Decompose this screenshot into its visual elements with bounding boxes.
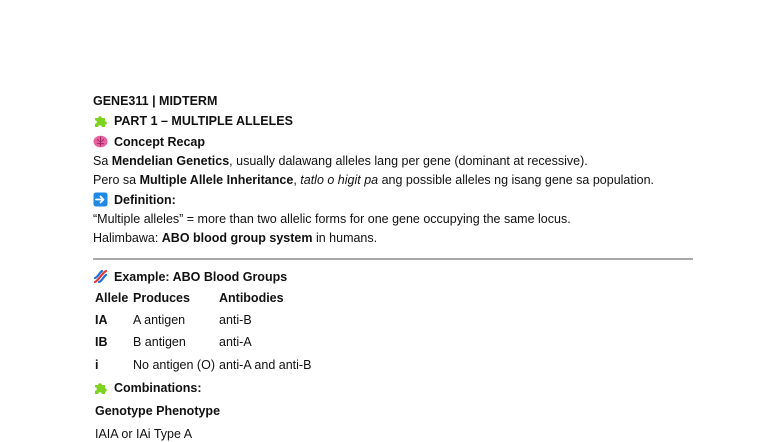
antibodies-cell: anti-B xyxy=(219,313,252,327)
concept-heading-text: Concept Recap xyxy=(114,135,205,149)
produces-cell: A antigen xyxy=(133,313,186,327)
example-line-pre: Halimbawa: xyxy=(93,231,162,245)
green-puzzle-icon xyxy=(93,113,108,128)
col-header-allele: Allele xyxy=(95,291,129,305)
allele-cell: i xyxy=(95,358,99,372)
produces-cell: B antigen xyxy=(133,335,186,349)
part-title-text: PART 1 – MULTIPLE ALLELES xyxy=(114,114,293,128)
genotype-header: Genotype Phenotype xyxy=(95,404,221,418)
part-title xyxy=(93,113,293,129)
multiple-allele-term: Multiple Allele Inheritance xyxy=(139,173,294,187)
example-heading xyxy=(93,269,287,285)
recap-line-2 xyxy=(93,172,654,188)
combinations-heading-text: Combinations: xyxy=(114,381,202,395)
antibodies-cell: anti-A and anti-B xyxy=(219,358,312,372)
definition-heading xyxy=(93,192,176,208)
col-header-produces: Produces xyxy=(133,291,190,305)
col-header-antibodies: Antibodies xyxy=(219,291,284,305)
recap-line-2-pre: Pero sa xyxy=(93,173,140,187)
combinations-heading xyxy=(93,380,202,396)
document-header: GENE311 | MIDTERM xyxy=(93,94,218,108)
dna-icon xyxy=(93,269,108,284)
example-line xyxy=(93,230,377,246)
example-heading-text: Example: ABO Blood Groups xyxy=(114,270,288,284)
recap-line-1-pre: Sa xyxy=(93,154,112,168)
section-divider xyxy=(93,258,693,260)
recap-line-2-post: ang possible alleles ng isang gene sa population. xyxy=(378,173,655,187)
example-line-post: in humans. xyxy=(312,231,378,245)
right-arrow-icon xyxy=(93,192,108,207)
concept-heading xyxy=(93,134,205,150)
allele-cell: IB xyxy=(95,335,108,349)
antibodies-cell: anti-A xyxy=(219,335,252,349)
recap-line-2-mid: , xyxy=(293,173,301,187)
mendelian-genetics-term: Mendelian Genetics xyxy=(111,154,230,168)
abo-system-term: ABO blood group system xyxy=(161,231,313,245)
green-puzzle-icon xyxy=(93,380,108,395)
recap-line-1-post: , usually dalawang alleles lang per gene (dominant at recessive). xyxy=(229,154,588,168)
tatlo-emphasis: tatlo o higit pa xyxy=(300,173,379,187)
recap-line-1 xyxy=(93,153,588,169)
genotype-row: IAIA or IAi Type A xyxy=(95,427,193,441)
allele-cell: IA xyxy=(95,313,108,327)
brain-icon xyxy=(93,134,108,149)
definition-line: “Multiple alleles” = more than two allelic forms for one gene occupying the same locus. xyxy=(93,212,571,226)
produces-cell: No antigen (O) xyxy=(133,358,215,372)
definition-heading-text: Definition: xyxy=(114,193,176,207)
